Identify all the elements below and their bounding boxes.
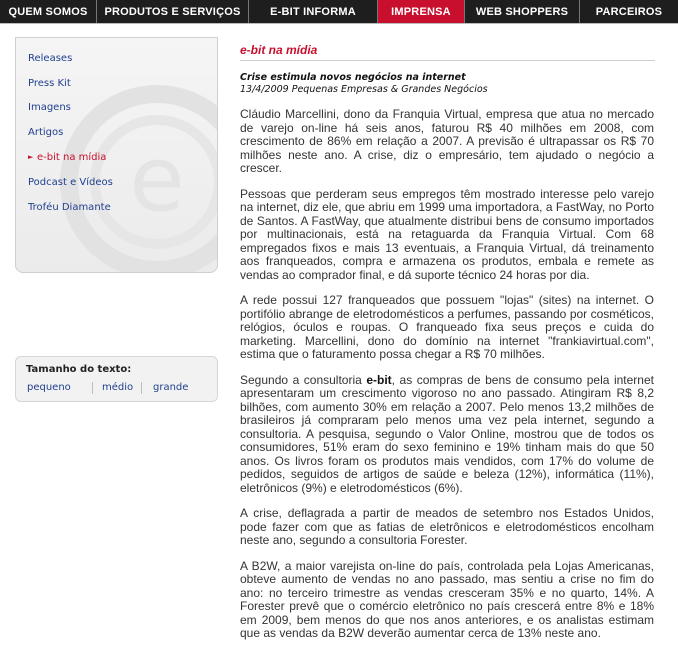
top-navigation xyxy=(0,0,678,24)
sidebar-item-trofeu-diamante[interactable]: Troféu Diamante xyxy=(28,202,111,213)
text-size-large-link[interactable]: grande xyxy=(153,382,189,393)
e-bit-brand-text: e-bit xyxy=(366,372,392,387)
tab-produtos-e-servicos[interactable]: PRODUTOS E SERVIÇOS xyxy=(97,0,249,23)
tab-web-shoppers[interactable]: WEB SHOPPERS xyxy=(465,0,580,23)
sidebar-item-e-bit-na-midia[interactable] xyxy=(28,152,107,163)
sidebar-item-podcast-e-videos[interactable]: Podcast e Vídeos xyxy=(28,177,113,188)
sidebar-menu xyxy=(15,37,218,273)
tab-parceiros[interactable]: PARCEIROS xyxy=(580,0,678,23)
article-headline: Crise estimula novos negócios na internet xyxy=(240,72,466,83)
text-size-medium-link[interactable]: médio xyxy=(102,382,134,393)
paragraph-text: , as compras de bens de consumo pela internet apresentaram um crescimento vigoroso no ano passado. Atingiram R$ 8,2 bilhões, com aumento 30% em relação a 2007. Pelo menos 13,2 milhões de brasileiros já compraram pelo menos uma vez pela internet, segundo a consultoria. A pesquisa, segundo o Valor Online, mostrou que de todos os consumidores, 51% eram do sexo feminino e 19% tinham mais do que 50 anos. Os livros foram os produtos mais vendidos, com 17% do volume de pedidos, seguidos de artigos de saúde e beleza (12%), informática (11%), eletrônicos (9%) e eletrodomésticos (6%). xyxy=(240,372,654,495)
article-paragraph-6: A B2W, a maior varejista on-line do país, controlada pela Lojas Americanas, obteve aumento de vendas no ano passado, mas sentiu a crise no fim do ano: no terceiro trimestre as vendas cresceram 35% e no quarto, 14%. A Forester prevê que o comércio eletrônico no país crescerá entre 8% e 18% em 2009, bem menos do que nos anos anteriores, e os analistas estimam que as vendas da B2W deverão aumentar cerca de 13% neste ano. xyxy=(240,558,654,640)
sidebar-item-label: e-bit na mídia xyxy=(37,152,107,163)
article-paragraph-3: A rede possui 127 franqueados que possuem "lojas" (sites) na internet. O portifólio abrange de eletrodomésticos a perfumes, passando por cosméticos, relógios, óculos e roupas. O franqueado fixa seus preços e cuida do marketing. Marcellini, dono do domínio na internet "frankiavirtual.com", estima que o faturamento possa chegar a R$ 70 milhões. xyxy=(240,293,654,361)
article-paragraph-2: Pessoas que perderam seus empregos têm mostrado interesse pelo varejo na internet, diz ele, que abriu em 1999 uma importadora, a FastWay, no Porto de Santos. A FastWay, que atualmente distribui bens de consumo importados por multinacionais, está na retaguarda da Franquia Virtual. Com 68 empregados fixos e mais 13 eventuais, a Franquia Virtual, dá treinamento aos franqueados, compra e armazena os produtos, embala e remete as vendas ao comprador final, e dá suporte técnico 24 horas por dia. xyxy=(240,186,654,282)
section-title: e-bit na mídia xyxy=(240,43,318,57)
text-size-title: Tamanho do texto: xyxy=(26,364,132,375)
bullet-arrow-icon: ► xyxy=(28,153,34,161)
text-size-box xyxy=(15,356,218,402)
article-paragraph-1: Cláudio Marcellini, dono da Franquia Virtual, empresa que atua no mercado de varejo on-line há seis anos, faturou R$ 40 milhões em 2008, com crescimento de 86% em relação a 2007. A previsão é ultrapassar os R$ 70 milhões neste ano. A crise, diz o empresário, tem ajudado o negócio a crescer. xyxy=(240,107,654,175)
sidebar-item-press-kit[interactable]: Press Kit xyxy=(28,78,71,89)
sidebar-item-artigos[interactable]: Artigos xyxy=(28,127,64,138)
tab-imprensa[interactable]: IMPRENSA xyxy=(378,0,465,23)
divider xyxy=(141,382,142,394)
sidebar-item-releases[interactable]: Releases xyxy=(28,53,73,64)
article xyxy=(240,43,654,653)
tab-quem-somos[interactable]: QUEM SOMOS xyxy=(0,0,97,23)
article-paragraph-5: A crise, deflagrada a partir de meados de setembro nos Estados Unidos, pode fazer com que as fatias de eletrônicos e eletrodomésticos encolham neste ano, segundo a consultoria Forester. xyxy=(240,506,654,547)
article-meta: 13/4/2009 Pequenas Empresas & Grandes Negócios xyxy=(240,84,488,95)
article-paragraph-4 xyxy=(240,374,654,496)
paragraph-text: Segundo a consultoria xyxy=(240,372,367,387)
svg-text:e: e xyxy=(129,127,185,232)
divider xyxy=(240,60,655,61)
tab-e-bit-informa[interactable]: E-BIT INFORMA xyxy=(249,0,378,23)
text-size-small-link[interactable]: pequeno xyxy=(27,382,71,393)
divider xyxy=(92,382,93,394)
sidebar-item-imagens[interactable]: Imagens xyxy=(28,102,71,113)
